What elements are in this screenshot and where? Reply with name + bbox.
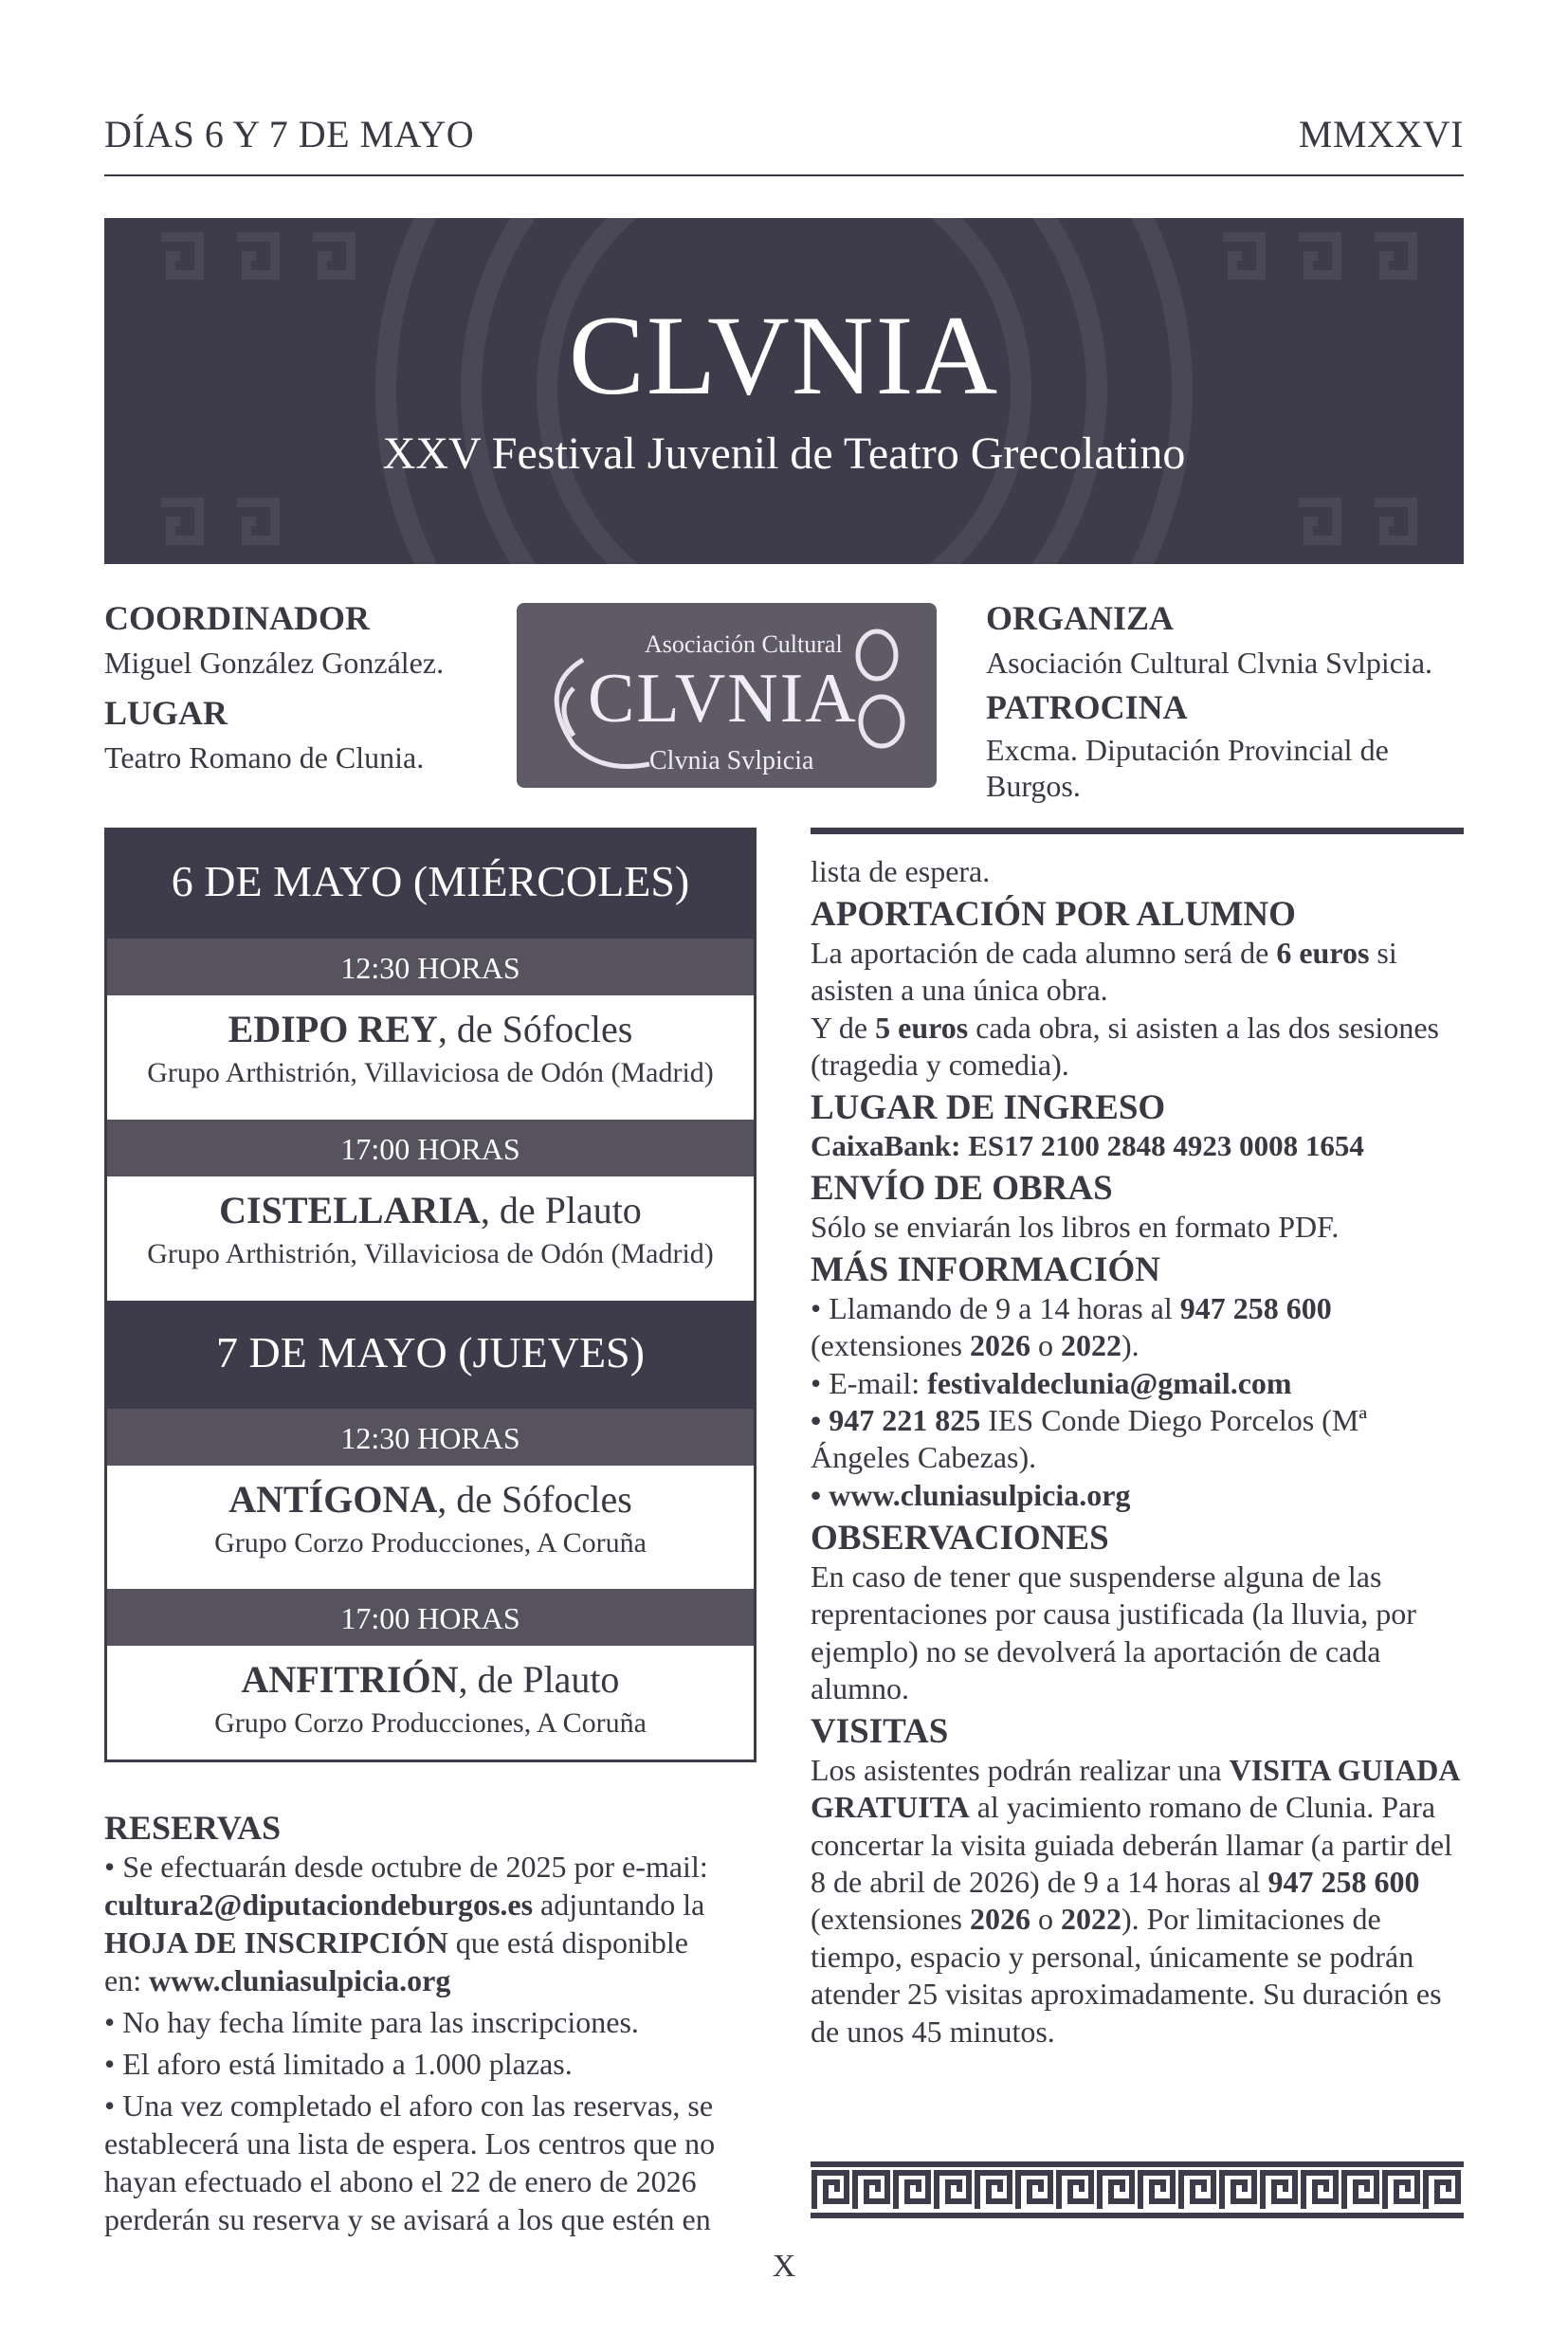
greek-key-ornament [811, 2161, 1464, 2218]
play-author: , de Sófocles [437, 1478, 632, 1521]
text-run: (extensiones [811, 1328, 970, 1363]
mas-info-email [811, 1365, 1464, 1402]
visita-highlight: VISITA GUIADA GRATUITA [811, 1753, 1459, 1825]
banner-subtitle: XXV Festival Juvenil de Teatro Grecolatino [382, 428, 1186, 479]
coordinador-value: Miguel González González. [104, 646, 445, 680]
play-entry [107, 1188, 754, 1270]
play-author: , de Plauto [458, 1658, 620, 1701]
play-group: Grupo Corzo Producciones, A Coruña [214, 1707, 647, 1739]
aportacion-text-2 [811, 1010, 1464, 1085]
reservas-bullet-3: • El aforo está limitado a 1.000 plazas. [104, 2047, 573, 2082]
greek-key-unit [1181, 2173, 1213, 2209]
extension: 2022 [1060, 1902, 1121, 1937]
reservas-section [104, 1809, 758, 2238]
phone-number: 947 258 600 [1179, 1291, 1332, 1326]
organiza-value: Asociación Cultural Clvnia Svlpicia. [986, 646, 1433, 680]
price-double: 5 euros [875, 1010, 969, 1045]
reservas-bullet-4: • Una vez completado el aforo con las reservas, se establecerá una lista de espera. Los centros que no hayan efectuado el abono el 22 de enero de 2026 perderán su reserva y se avisará a los que estén en [104, 2088, 716, 2237]
aportacion-text-1 [811, 935, 1464, 1010]
visitas-heading: VISITAS [811, 1712, 949, 1752]
text-run: cada obra, si asisten a las dos sesiones (tragedia y comedia). [811, 1010, 1439, 1083]
extension: 2026 [969, 1902, 1030, 1937]
reservas-bullet-1 [104, 1848, 758, 1999]
greek-key-unit [1304, 2173, 1336, 2209]
lugar-label: LUGAR [104, 694, 228, 732]
lugar-value: Teatro Romano de Clunia. [104, 740, 425, 775]
time-band: 17:00 HORAS [107, 1589, 754, 1646]
text-run: Y de [811, 1010, 876, 1045]
greek-key-unit [937, 2173, 969, 2209]
greek-key-unit [1222, 2173, 1254, 2209]
play-entry [107, 1657, 754, 1740]
text-run: • E-mail: [811, 1365, 928, 1400]
greek-key-unit [1263, 2173, 1295, 2209]
envio-text: Sólo se enviarán los libros en formato PDF. [811, 1209, 1340, 1244]
play-group: Grupo Arthistrión, Villaviciosa de Odón (Madrid) [147, 1057, 714, 1088]
greek-key-unit [1426, 2173, 1458, 2209]
reservas-line: adjuntando la [533, 1887, 705, 1923]
patrocina-value-line2: Burgos. [986, 769, 1081, 803]
greek-key-unit [814, 2173, 847, 2209]
play-author: , de Sófocles [437, 1008, 633, 1050]
header-dates: DÍAS 6 Y 7 DE MAYO [104, 113, 475, 155]
phone-number: • 947 221 825 [811, 1403, 981, 1438]
text-run: • Llamando de 9 a 14 horas al [811, 1291, 1180, 1326]
aportacion-heading: APORTACIÓN POR ALUMNO [811, 895, 1296, 935]
reservas-line: que está disponible [447, 1925, 688, 1960]
patrocina-value-line1: Excma. Diputación Provincial de [986, 733, 1389, 767]
day-heading-2: 7 DE MAYO (JUEVES) [107, 1301, 754, 1409]
reservas-heading: RESERVAS [104, 1809, 282, 1847]
page-number: X [772, 2249, 796, 2284]
logo-top-text: Asociación Cultural [645, 630, 843, 658]
logo-main-text: CLVNIA [588, 660, 858, 738]
text-run: La aportación de cada alumno será de [811, 936, 1277, 971]
play-title: ANTÍGONA [228, 1478, 438, 1521]
greek-key-unit [896, 2173, 928, 2209]
text-run: o [1030, 1902, 1061, 1937]
text-run: si asisten a una única obra. [811, 936, 1397, 1008]
play-group: Grupo Corzo Producciones, A Coruña [214, 1527, 647, 1559]
coordinador-label: COORDINADOR [104, 599, 371, 637]
greek-key-unit [977, 2173, 1010, 2209]
play-title: EDIPO REY [228, 1008, 438, 1050]
greek-key-unit [1385, 2173, 1417, 2209]
patrocina-label: PATROCINA [986, 688, 1188, 726]
greek-key-unit [1100, 2173, 1132, 2209]
day-heading-1: 6 DE MAYO (MIÉRCOLES) [107, 830, 754, 939]
mas-info-website: • www.cluniasulpicia.org [811, 1477, 1131, 1512]
mas-info-ies [811, 1402, 1464, 1477]
envio-heading: ENVÍO DE OBRAS [811, 1169, 1113, 1209]
price-single: 6 euros [1276, 936, 1370, 971]
association-logo [517, 603, 937, 788]
time-band: 12:30 HORAS [107, 1409, 754, 1466]
greek-key-unit [1059, 2173, 1091, 2209]
play-entry [107, 1007, 754, 1089]
text-run: IES Conde Diego Porcelos (Mª Ángeles Cabezas). [811, 1403, 1368, 1475]
greek-key-unit [1140, 2173, 1173, 2209]
play-group: Grupo Arthistrión, Villaviciosa de Odón (Madrid) [147, 1238, 714, 1269]
greek-key-unit [855, 2173, 887, 2209]
phone-number: 947 258 600 [1267, 1865, 1420, 1900]
time-band: 17:00 HORAS [107, 1120, 754, 1176]
greek-key-unit [1344, 2173, 1377, 2209]
ingreso-heading: LUGAR DE INGRESO [811, 1088, 1166, 1128]
text-run: al yacimiento romano de Clunia. Para concertar la visita guiada deberán llamar (a partir del 8 de abril de 2026) de 9 a 14 horas al [811, 1790, 1452, 1900]
text-run: (extensiones [811, 1902, 970, 1937]
observaciones-text: En caso de tener que suspenderse alguna de las reprentaciones por causa justificada (la lluvia, por ejemplo) no se devolverá la aportación de cada alumno. [811, 1559, 1416, 1705]
play-title: ANFITRIÓN [241, 1658, 459, 1701]
time-band: 12:30 HORAS [107, 939, 754, 995]
text-run: o [1030, 1328, 1061, 1363]
visitas-text [811, 1752, 1464, 2051]
reservas-line: • Se efectuarán desde octubre de 2025 por e-mail: [104, 1850, 708, 1885]
text-run: ). Por limitaciones de tiempo, espacio y personal, únicamente se podrán atender 25 visitas aproximadamente. Su duración es de unos 45 minutos. [811, 1902, 1442, 2049]
festival-banner [104, 218, 1464, 564]
greek-key-unit [1018, 2173, 1050, 2209]
play-entry [107, 1477, 754, 1559]
reservas-email: cultura2@diputaciondeburgos.es [104, 1887, 534, 1923]
reservas-bullet-2: • No hay fecha límite para las inscripciones. [104, 2005, 639, 2040]
logo-bottom-text: Clvnia Svlpicia [649, 746, 814, 775]
text-run: Los asistentes podrán realizar una [811, 1753, 1230, 1787]
iban-text: CaixaBank: ES17 2100 2848 4923 0008 1654 [811, 1129, 1364, 1163]
banner-title: CLVNIA [568, 292, 1000, 418]
header-year: MMXXVI [1298, 113, 1464, 155]
organiza-label: ORGANIZA [986, 599, 1175, 637]
info-column [811, 853, 1464, 2051]
extension: 2022 [1060, 1328, 1121, 1363]
mas-info-phone [811, 1290, 1464, 1365]
continued-text: lista de espera. [811, 854, 991, 888]
play-author: , de Plauto [480, 1189, 642, 1231]
right-column-rule [811, 828, 1464, 834]
reservas-form-name: HOJA DE INSCRIPCIÓN [104, 1925, 448, 1960]
text-run: ). [1121, 1328, 1140, 1363]
schedule-box [104, 828, 757, 1762]
play-title: CISTELLARIA [219, 1189, 481, 1231]
reservas-website: www.cluniasulpicia.org [149, 1963, 451, 1998]
reservas-line: en: [104, 1963, 150, 1998]
header-divider [104, 174, 1464, 176]
observaciones-heading: OBSERVACIONES [811, 1519, 1109, 1559]
email-address: festivaldeclunia@gmail.com [927, 1365, 1292, 1400]
logo-graphic [517, 603, 937, 788]
mas-info-heading: MÁS INFORMACIÓN [811, 1250, 1160, 1290]
extension: 2026 [969, 1328, 1030, 1363]
